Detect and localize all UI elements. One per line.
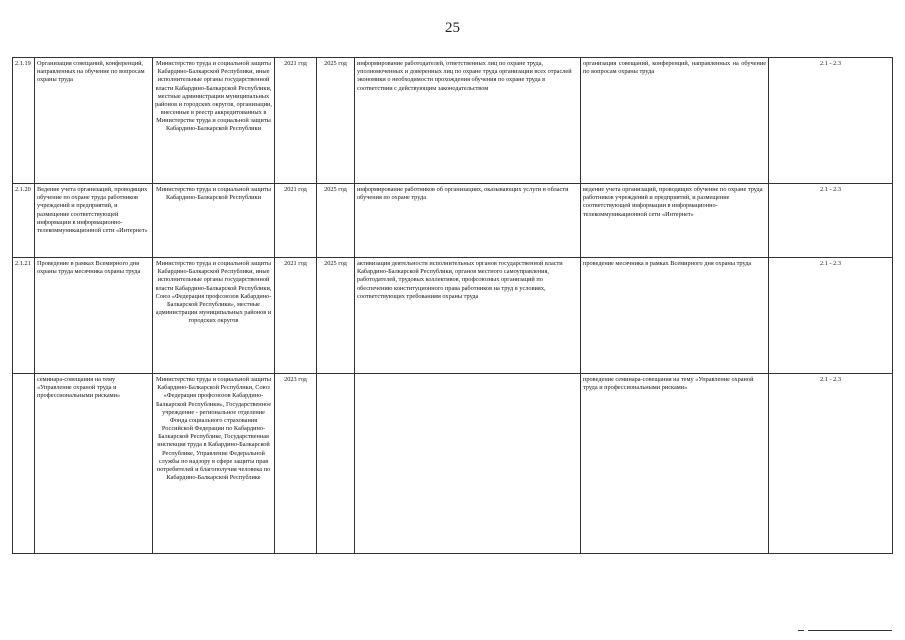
end-year-cell [317,374,355,554]
result-cell: информирование работодателей, ответственных лиц по охране труда, уполномоченных и доверенных лиц по охране труда организации всех отраслей экономики о необходимости прохождения обучения по охране труда в соответствии с действующим законодательством [355,58,581,184]
measure-cell: Организация совещаний, конференций, направленных на обучение по вопросам охраны труда [35,58,153,184]
indicator-cell: организация совещаний, конференций, направленных на обучение по вопросам охраны труда [581,58,769,184]
start-year-cell: 2021 год [275,258,317,374]
table-row [13,374,893,554]
end-year-cell: 2025 год [317,258,355,374]
executor-cell: Министерство труда и социальной защиты Кабардино-Балкарской Республики, иные исполнительные органы государственной власти Кабардино-Балкарской Республики, местные администрации муниципальных районов и городских округов, организации, внесенные в реестр аккредитованных в Министерстве труда и социальной защиты Кабардино-Балкарской Республики [153,58,275,184]
link-cell: 2.1 - 2.3 [769,184,893,258]
footer-rule-short [798,630,804,631]
result-cell: информирование работников об организациях, оказывающих услуги в области обучения по охране труда [355,184,581,258]
link-cell: 2.1 - 2.3 [769,58,893,184]
executor-cell: Министерство труда и социальной защиты Кабардино-Балкарской Республики, иные исполнительные органы государственной власти Кабардино-Балкарской Республики, Союз «Федерация профсоюзов Кабардино-Балкарской Республики», местные администрации муниципальных районов и городских округов [153,258,275,374]
table-row [13,58,893,184]
table-row [13,258,893,374]
start-year-cell: 2021 год [275,58,317,184]
row-number: 2.1.21 [13,258,35,374]
end-year-cell: 2025 год [317,184,355,258]
measure-cell: Ведение учета организаций, проводящих обучение по охране труда работников учреждений и предприятий, и размещение соответствующей информации в информационно-телекоммуникационной сети «Интернет» [35,184,153,258]
measure-cell: семинара-совещания на тему «Управление охраной труда и профессиональными рисками» [35,374,153,554]
start-year-cell: 2021 год [275,184,317,258]
end-year-cell: 2025 год [317,58,355,184]
indicator-cell: проведение семинара-совещания на тему «Управление охраной труда и профессиональными рисками» [581,374,769,554]
executor-cell: Министерство труда и социальной защиты Кабардино-Балкарской Республики, Союз «Федерация профсоюзов Кабардино-Балкарской Республики», Государственное учреждение - региональное отделение Фонда социального страхования Российской Федерации по Кабардино-Балкарской Республике, Государственная инспекция труда в Кабардино-Балкарской Республике, Управление Федеральной службы по надзору в сфере защиты прав потребителей и благополучия человека по Кабардино-Балкарской Республике [153,374,275,554]
table-row [13,184,893,258]
executor-cell: Министерство труда и социальной защиты Кабардино-Балкарской Республики [153,184,275,258]
footer-rule [808,630,892,631]
row-number: 2.1.20 [13,184,35,258]
measure-cell: Проведение в рамках Всемирного дня охраны труда месячника охраны труда [35,258,153,374]
link-cell: 2.1 - 2.3 [769,258,893,374]
row-number: 2.1.19 [13,58,35,184]
indicator-cell: проведение месячника в рамках Всемирного дня охраны труда [581,258,769,374]
page-number: 25 [445,20,460,36]
result-cell: активизация деятельности исполнительных органов государственной власти Кабардино-Балкарской Республики, органов местного самоуправления, работодателей, трудовых коллективов, профсоюзных организаций по обеспечению конституционного права работников на труд в условиях, соответствующих требованиям охраны труда [355,258,581,374]
row-number [13,374,35,554]
program-measures-table [12,57,893,554]
indicator-cell: ведение учета организаций, проводящих обучение по охране труда работников учреждений и предприятий, и размещение соответствующей информации в информационно-телекоммуникационной сети «Интернет» [581,184,769,258]
link-cell: 2.1 - 2.3 [769,374,893,554]
result-cell [355,374,581,554]
start-year-cell: 2023 год [275,374,317,554]
